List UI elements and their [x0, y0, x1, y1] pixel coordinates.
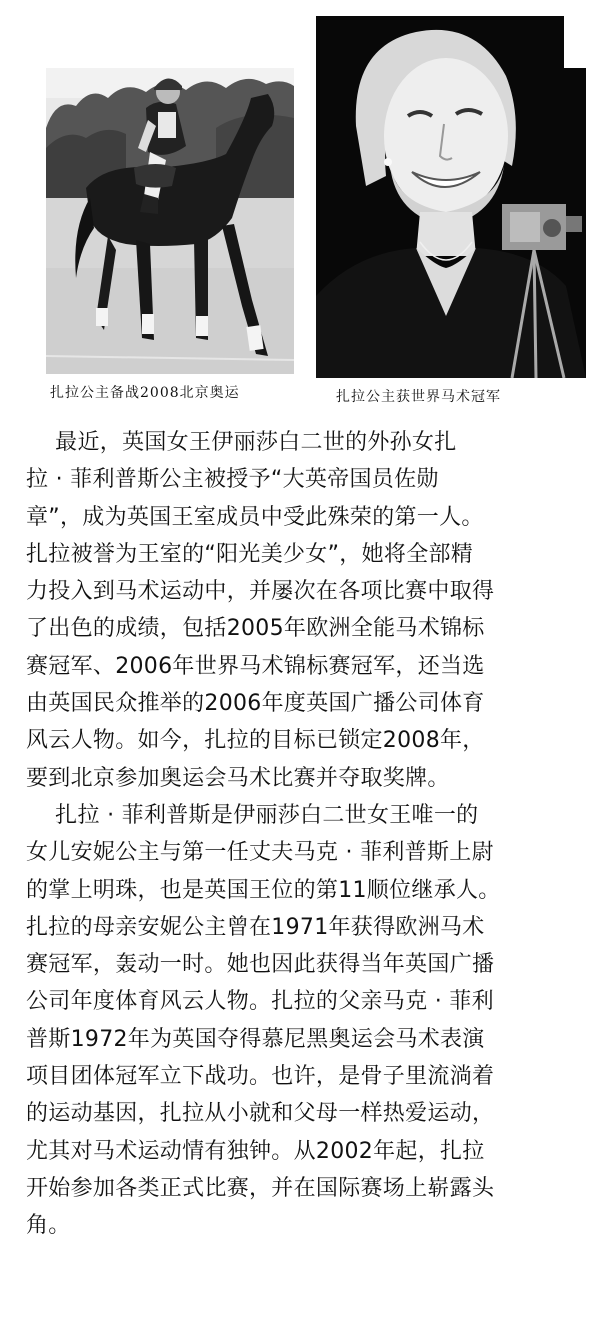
article-line: 尤其对马术运动情有独钟。从2002年起，扎拉	[26, 1138, 485, 1164]
article-line: 开始参加各类正式比赛，并在国际赛场上崭露头	[26, 1175, 495, 1201]
article-line: 赛冠军，轰动一时。她也因此获得当年英国广播	[26, 952, 495, 978]
article-line: 章”，成为英国王室成员中受此殊荣的第一人。	[26, 504, 484, 530]
article-line: 由英国民众推举的2006年度英国广播公司体育	[26, 691, 485, 717]
article-line: 赛冠军、2006年世界马术锦标赛冠军，还当选	[26, 653, 485, 679]
article-line: 的运动基因，扎拉从小就和父母一样热爱运动，	[26, 1101, 495, 1127]
article-line: 扎拉 · 菲利普斯是伊丽莎白二世女王唯一的	[26, 802, 479, 828]
article-line: 要到北京参加奥运会马术比赛并夺取奖牌。	[26, 765, 450, 791]
article-line: 扎拉的母亲安妮公主曾在1971年获得欧洲马术	[26, 914, 485, 940]
article-line: 最近，英国女王伊丽莎白二世的外孙女扎	[26, 430, 457, 455]
article-line: 普斯1972年为英国夺得慕尼黑奥运会马术表演	[26, 1026, 485, 1052]
article-line: 扎拉被誉为王室的“阳光美少女”，她将全部精	[26, 541, 474, 567]
article-line: 角。	[26, 1213, 71, 1239]
photo-portrait	[316, 16, 586, 378]
article-line: 女儿安妮公主与第一任丈夫马克 · 菲利普斯上尉	[26, 840, 494, 866]
photo-rider-on-horse	[46, 68, 294, 374]
article-line: 拉 · 菲利普斯公主被授予“大英帝国员佐勋	[26, 467, 439, 493]
article-line: 了出色的成绩，包括2005年欧洲全能马术锦标	[26, 616, 485, 642]
article-line: 力投入到马术运动中，并屡次在各项比赛中取得	[26, 579, 495, 605]
caption-rider: 扎拉公主备战2008北京奥运	[50, 385, 240, 401]
caption-portrait: 扎拉公主获世界马术冠军	[336, 389, 501, 405]
article-body	[26, 424, 586, 1245]
article-line: 的掌上明珠，也是英国王位的第11顺位继承人。	[26, 877, 501, 903]
article-line: 项目团体冠军立下战功。也许，是骨子里流淌着	[26, 1064, 495, 1090]
article-line: 公司年度体育风云人物。扎拉的父亲马克 · 菲利	[26, 989, 494, 1015]
article-line: 风云人物。如今，扎拉的目标已锁定2008年，	[26, 728, 485, 754]
